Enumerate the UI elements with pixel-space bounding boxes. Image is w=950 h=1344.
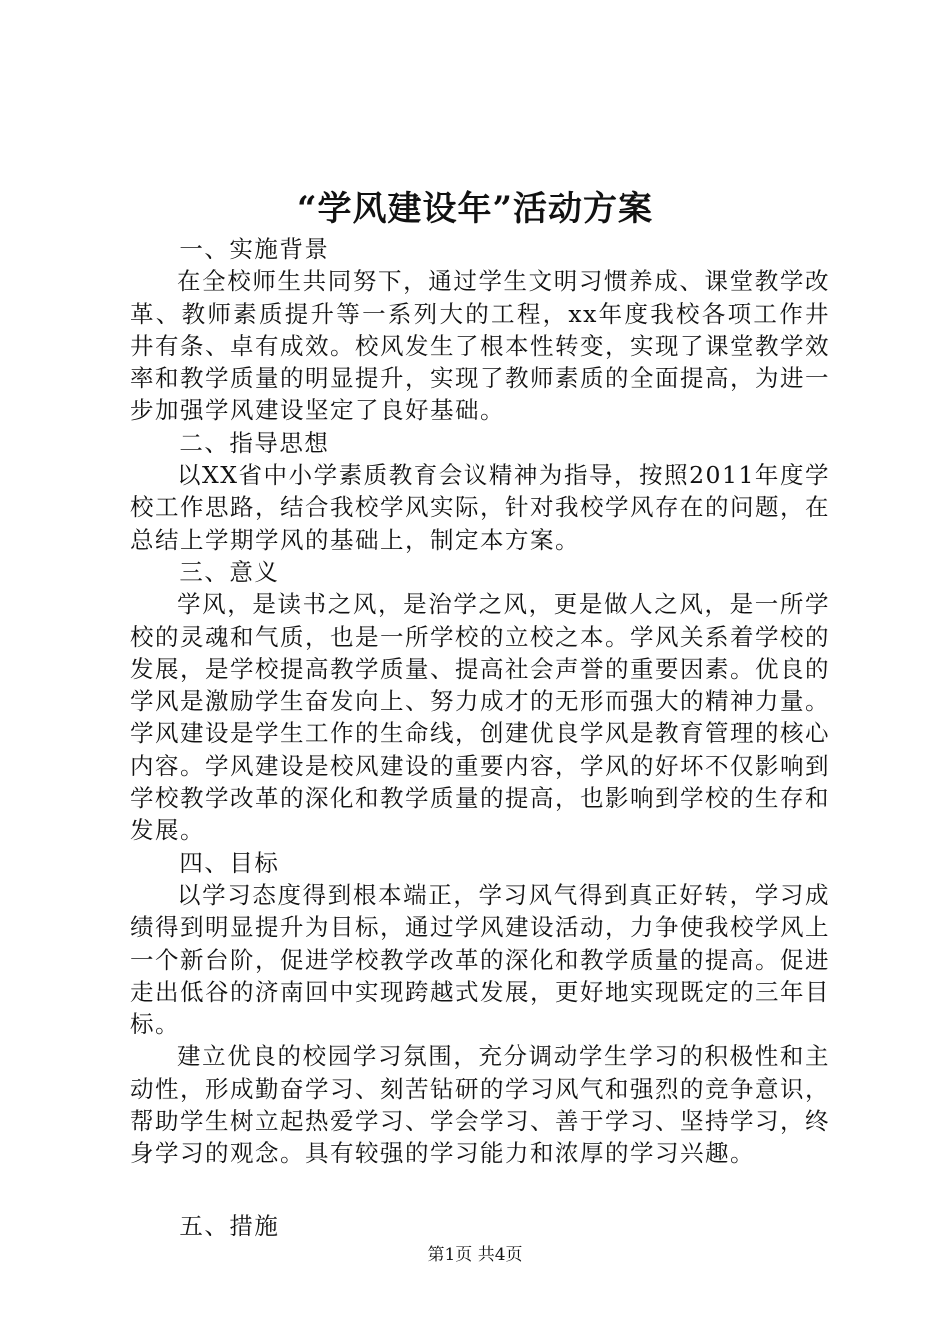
- section-heading-guiding-idea: 二、指导思想: [179, 428, 330, 457]
- paragraph-goals-1: 以学习态度得到根本端正，学习风气得到真正好转，学习成绩得到明显提升为目标，通过学风建设活动，力争使我校学风上一个新台阶，促进学校教学改革的深化和教学质量的提高。促进走出低谷的济南回中实现跨越式发展，更好地实现既定的三年目标。: [130, 880, 830, 1039]
- paragraph-background: 在全校师生共同努下，通过学生文明习惯养成、课堂教学改革、教师素质提升等一系列大的工程，xx年度我校各项工作井井有条、卓有成效。校风发生了根本性转变，实现了课堂教学效率和教学质量的明显提升，实现了教师素质的全面提高，为进一步加强学风建设坚定了良好基础。: [130, 267, 830, 425]
- paragraph-goals-2: 建立优良的校园学习氛围，充分调动学生学习的积极性和主动性，形成勤奋学习、刻苦钻研的学习风气和强烈的竞争意识，帮助学生树立起热爱学习、学会学习、善于学习、坚持学习，终身学习的观念。具有较强的学习能力和浓厚的学习兴趣。: [130, 1042, 830, 1168]
- section-heading-goals: 四、目标: [179, 848, 280, 877]
- section-heading-significance: 三、意义: [179, 557, 280, 586]
- paragraph-significance: 学风，是读书之风，是治学之风，更是做人之风，是一所学校的灵魂和气质，也是一所学校的立校之本。学风关系着学校的发展，是学校提高教学质量、提高社会声誉的重要因素。优良的学风是激励学生奋发向上、努力成才的无形而强大的精神力量。学风建设是学生工作的生命线，创建优良学风是教育管理的核心内容。学风建设是校风建设的重要内容，学风的好坏不仅影响到学校教学改革的深化和教学质量的提高，也影响到学校的生存和发展。: [130, 590, 830, 845]
- page-number-footer: 第1页 共4页: [427, 1245, 523, 1265]
- section-heading-background: 一、实施背景: [179, 235, 330, 263]
- section-heading-measures: 五、措施: [179, 1211, 280, 1240]
- paragraph-guiding-idea: 以XX省中小学素质教育会议精神为指导，按照2011年度学校工作思路，结合我校学风实际，针对我校学风存在的问题，在总结上学期学风的基础上，制定本方案。: [130, 461, 830, 554]
- document-body: [130, 233, 830, 1242]
- document-title: “学风建设年”活动方案: [296, 189, 654, 229]
